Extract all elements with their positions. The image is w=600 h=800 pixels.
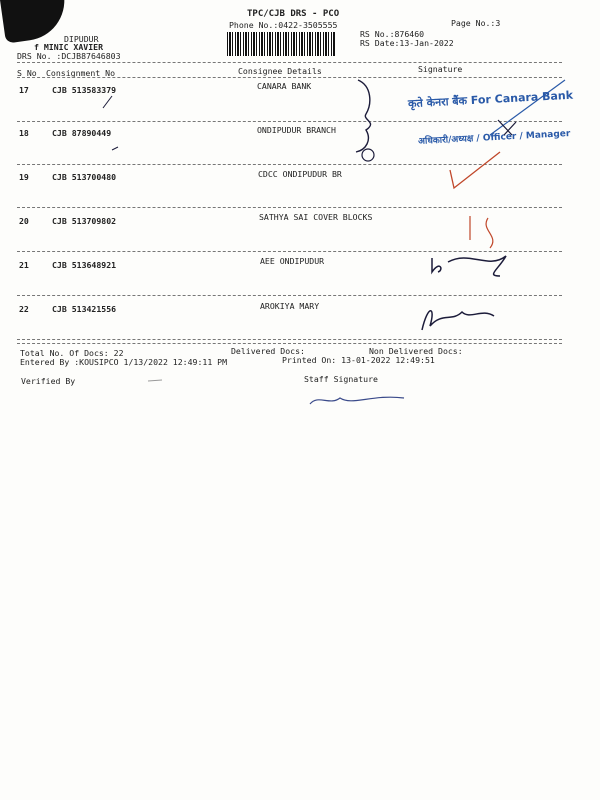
row-s-no: 19 [19, 172, 29, 182]
row-consignee: SATHYA SAI COVER BLOCKS [259, 212, 373, 222]
rs-number: RS No.:876460 [360, 29, 425, 39]
col-consignment-no: Consignment No [46, 68, 116, 78]
page-number: Page No.:3 [451, 18, 501, 28]
col-signature: Signature [418, 64, 463, 74]
row-s-no: 22 [19, 304, 29, 314]
row-s-no: 18 [19, 128, 29, 138]
row-consignment: CJB 513648921 [52, 260, 117, 270]
total-docs: Total No. Of Docs: 22 [20, 348, 124, 358]
row-s-no: 17 [19, 85, 29, 95]
row-consignment: CJB 513709802 [52, 216, 117, 226]
row-s-no: 20 [19, 216, 29, 226]
entered-by: Entered By :KOUSIPCO 1/13/2022 12:49:11 PM [20, 357, 228, 367]
col-consignee-details: Consignee Details [238, 66, 322, 76]
document-title: TPC/CJB DRS - PCO [247, 9, 340, 19]
branch-name: DIPUDUR [64, 34, 99, 44]
drs-number: DRS No. :DCJB87646803 [17, 51, 121, 61]
divider [17, 343, 562, 344]
row-consignee: AROKIYA MARY [260, 301, 320, 311]
row-consignment: CJB 513421556 [52, 304, 117, 314]
row-consignment: CJB 513700480 [52, 172, 117, 182]
col-s-no: S No [17, 68, 37, 78]
row-consignment: CJB 513583379 [52, 85, 117, 95]
row-consignee: AEE ONDIPUDUR [260, 256, 325, 266]
row-consignee: CDCC ONDIPUDUR BR [258, 169, 342, 179]
rs-date: RS Date:13-Jan-2022 [360, 38, 454, 48]
non-delivered-docs: Non Delivered Docs: [369, 346, 463, 356]
phone-number: Phone No.:0422-3505555 [229, 20, 338, 30]
row-consignment: CJB 87890449 [52, 128, 112, 138]
delivered-docs: Delivered Docs: [231, 346, 305, 356]
staff-signature-label: Staff Signature [304, 374, 378, 384]
row-consignee: ONDIPUDUR BRANCH [257, 125, 336, 135]
printed-on: Printed On: 13-01-2022 12:49:51 [282, 355, 435, 365]
row-s-no: 21 [19, 260, 29, 270]
verified-by: Verified By [21, 376, 76, 386]
bank-stamp-designation: अधिकारी/अध्यक्ष / Officer / Manager [417, 129, 571, 147]
staff-name: f MINIC XAVIER [34, 42, 104, 52]
row-consignee: CANARA BANK [257, 81, 312, 91]
bank-stamp-name: कृते केनरा बैंक For Canara Bank [407, 88, 574, 111]
